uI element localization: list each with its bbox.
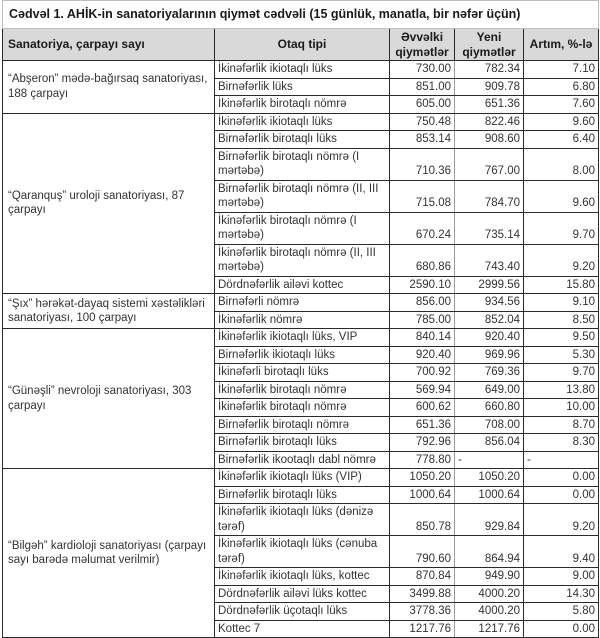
increase-cell: 5.30: [524, 346, 599, 364]
increase-cell: 13.80: [524, 381, 599, 399]
room-type-cell: Dördnəfərlik ailəvi kottec: [215, 276, 390, 294]
new-price-cell: 4000.20: [455, 585, 524, 603]
old-price-cell: 2590.10: [390, 276, 455, 294]
increase-cell: 8.00: [524, 148, 599, 180]
table-title: Cədvəl 1. AHİK-in sanatoriyalarının qiymət cədvəli (15 günlük, manatla, bir nəfər üçün): [3, 1, 599, 29]
old-price-cell: 715.08: [390, 180, 455, 212]
old-price-cell: 750.48: [390, 113, 455, 131]
increase-cell: 15.80: [524, 276, 599, 294]
room-type-cell: İkinəfərlik birotaqlı nömrə: [215, 381, 390, 399]
room-type-cell: Birnəfərlik birotaqlı lüks: [215, 486, 390, 504]
room-type-cell: Dördnəfərlik üçotaqlı lüks: [215, 603, 390, 621]
room-type-cell: İkinəfərli birotaqlı lüks: [215, 364, 390, 382]
header-old-price: Əvvəlki qiymətlər: [390, 29, 455, 61]
new-price-cell: 782.34: [455, 61, 524, 79]
room-type-cell: Birnəfərlik birotaqlı nömrə (II, III mərtəbə): [215, 180, 390, 212]
old-price-cell: 790.60: [390, 536, 455, 568]
room-type-cell: Birnəfərlik lüks: [215, 78, 390, 96]
old-price-cell: 778.80: [390, 451, 455, 469]
old-price-cell: 730.00: [390, 61, 455, 79]
increase-cell: 0.00: [524, 469, 599, 487]
table-row: [3, 329, 599, 347]
old-price-cell: 785.00: [390, 311, 455, 329]
new-price-cell: 649.00: [455, 381, 524, 399]
increase-cell: 8.50: [524, 311, 599, 329]
header-sanatorium: Sanatoriya, çarpayı sayı: [3, 29, 215, 61]
room-type-cell: İkinəfərlik ikiotaqlı lüks (VIP): [215, 469, 390, 487]
table-body: [3, 61, 599, 638]
increase-cell: 8.70: [524, 416, 599, 434]
header-increase: Artım, %-lə: [524, 29, 599, 61]
increase-cell: 10.00: [524, 399, 599, 417]
new-price-cell: 908.60: [455, 131, 524, 149]
increase-cell: 9.60: [524, 113, 599, 131]
old-price-cell: 680.86: [390, 244, 455, 276]
old-price-cell: 870.84: [390, 568, 455, 586]
room-type-cell: Kottec 7: [215, 620, 390, 638]
old-price-cell: 856.00: [390, 294, 455, 312]
old-price-cell: 840.14: [390, 329, 455, 347]
increase-cell: 5.80: [524, 603, 599, 621]
sanatorium-name: “Qaranquş” uroloji sanatoriyası, 87 çarpayı: [3, 113, 215, 294]
room-type-cell: İkinəfərlik ikiotaqlı lüks, VIP: [215, 329, 390, 347]
increase-cell: 14.30: [524, 585, 599, 603]
room-type-cell: İkinəfərlik birotaqlı nömrə: [215, 399, 390, 417]
room-type-cell: Birnəfərlik birotaqlı nömrə (I mərtəbə): [215, 148, 390, 180]
increase-cell: 9.50: [524, 329, 599, 347]
old-price-cell: 1000.64: [390, 486, 455, 504]
new-price-cell: 949.90: [455, 568, 524, 586]
new-price-cell: 784.70: [455, 180, 524, 212]
increase-cell: -: [524, 451, 599, 469]
room-type-cell: İkinəfərlik ikiotaqlı lüks (dənizə tərəf): [215, 504, 390, 536]
sanatorium-name: “Günəşli” nevroloji sanatoriyası, 303 çarpayı: [3, 329, 215, 469]
room-type-cell: Birnəfərlik birotaqlı lüks: [215, 131, 390, 149]
room-type-cell: Birnəfərlik birotaqlı nömrə: [215, 416, 390, 434]
new-price-cell: 822.46: [455, 113, 524, 131]
room-type-cell: Birnəfərli nömrə: [215, 294, 390, 312]
room-type-cell: Birnəfərlik ikootaqlı dabl nömrə: [215, 451, 390, 469]
new-price-cell: 4000.20: [455, 603, 524, 621]
room-type-cell: İkinəfərlik birotaqlı nömrə (II, III mərtəbə): [215, 244, 390, 276]
old-price-cell: 3778.36: [390, 603, 455, 621]
old-price-cell: 1050.20: [390, 469, 455, 487]
new-price-cell: 769.36: [455, 364, 524, 382]
room-type-cell: Birnəfərlik ikiotaqlı lüks: [215, 346, 390, 364]
old-price-cell: 600.62: [390, 399, 455, 417]
increase-cell: 9.60: [524, 180, 599, 212]
new-price-cell: 767.00: [455, 148, 524, 180]
increase-cell: 9.20: [524, 504, 599, 536]
old-price-cell: 850.78: [390, 504, 455, 536]
new-price-cell: 864.94: [455, 536, 524, 568]
increase-cell: 0.00: [524, 486, 599, 504]
new-price-cell: 1050.20: [455, 469, 524, 487]
increase-cell: 7.10: [524, 61, 599, 79]
header-room-type: Otaq tipi: [215, 29, 390, 61]
old-price-cell: 853.14: [390, 131, 455, 149]
old-price-cell: 1217.76: [390, 620, 455, 638]
room-type-cell: İkinəfərlik ikiotaqlı lüks: [215, 113, 390, 131]
table-row: [3, 113, 599, 131]
new-price-cell: 852.04: [455, 311, 524, 329]
new-price-cell: 856.04: [455, 434, 524, 452]
increase-cell: 9.40: [524, 536, 599, 568]
new-price-cell: 743.40: [455, 244, 524, 276]
table-row: [3, 294, 599, 312]
increase-cell: 6.40: [524, 131, 599, 149]
room-type-cell: İkinəfərlik ikiotaqlı lüks, kottec: [215, 568, 390, 586]
increase-cell: 9.10: [524, 294, 599, 312]
new-price-cell: 660.80: [455, 399, 524, 417]
new-price-cell: 708.00: [455, 416, 524, 434]
new-price-cell: -: [455, 451, 524, 469]
sanatorium-name: “Bilgəh” kardioloji sanatoriyası (çarpayı sayı barədə məlumat verilmir): [3, 469, 215, 638]
old-price-cell: 569.94: [390, 381, 455, 399]
old-price-cell: 651.36: [390, 416, 455, 434]
new-price-cell: 934.56: [455, 294, 524, 312]
old-price-cell: 851.00: [390, 78, 455, 96]
room-type-cell: Birnəfərlik birotaqlı lüks: [215, 434, 390, 452]
new-price-cell: 909.78: [455, 78, 524, 96]
sanatorium-name: “Şıx” hərəkət-dayaq sistemi xəstəlikləri sanatoriyası, 100 çarpayı: [3, 294, 215, 329]
room-type-cell: İkinəfərlik birotaqlı nömrə: [215, 96, 390, 114]
new-price-cell: 929.84: [455, 504, 524, 536]
new-price-cell: 1000.64: [455, 486, 524, 504]
increase-cell: 9.20: [524, 244, 599, 276]
increase-cell: 9.00: [524, 568, 599, 586]
table-row: [3, 61, 599, 79]
old-price-cell: 920.40: [390, 346, 455, 364]
header-new-price: Yeni qiymətlər: [455, 29, 524, 61]
increase-cell: 9.70: [524, 364, 599, 382]
increase-cell: 7.60: [524, 96, 599, 114]
price-table: [2, 0, 599, 638]
new-price-cell: 969.96: [455, 346, 524, 364]
room-type-cell: İkinəfərlik ikiotaqlı lüks (cənuba tərəf): [215, 536, 390, 568]
new-price-cell: 2999.56: [455, 276, 524, 294]
new-price-cell: 735.14: [455, 212, 524, 244]
new-price-cell: 920.40: [455, 329, 524, 347]
new-price-cell: 651.36: [455, 96, 524, 114]
increase-cell: 0.00: [524, 620, 599, 638]
room-type-cell: İkinəfərlik birotaqlı nömrə (I mərtəbə): [215, 212, 390, 244]
old-price-cell: 792.96: [390, 434, 455, 452]
increase-cell: 9.70: [524, 212, 599, 244]
old-price-cell: 700.92: [390, 364, 455, 382]
old-price-cell: 3499.88: [390, 585, 455, 603]
room-type-cell: İkinəfərlik ikiotaqlı lüks: [215, 61, 390, 79]
room-type-cell: Dördnəfərlik ailəvi lüks kottec: [215, 585, 390, 603]
increase-cell: 6.80: [524, 78, 599, 96]
old-price-cell: 710.36: [390, 148, 455, 180]
sanatorium-name: “Abşeron” mədə-bağırsaq sanatoriyası, 188 çarpayı: [3, 61, 215, 114]
increase-cell: 8.30: [524, 434, 599, 452]
new-price-cell: 1217.76: [455, 620, 524, 638]
room-type-cell: İkinəfərlik nömrə: [215, 311, 390, 329]
old-price-cell: 605.00: [390, 96, 455, 114]
table-row: [3, 469, 599, 487]
old-price-cell: 670.24: [390, 212, 455, 244]
